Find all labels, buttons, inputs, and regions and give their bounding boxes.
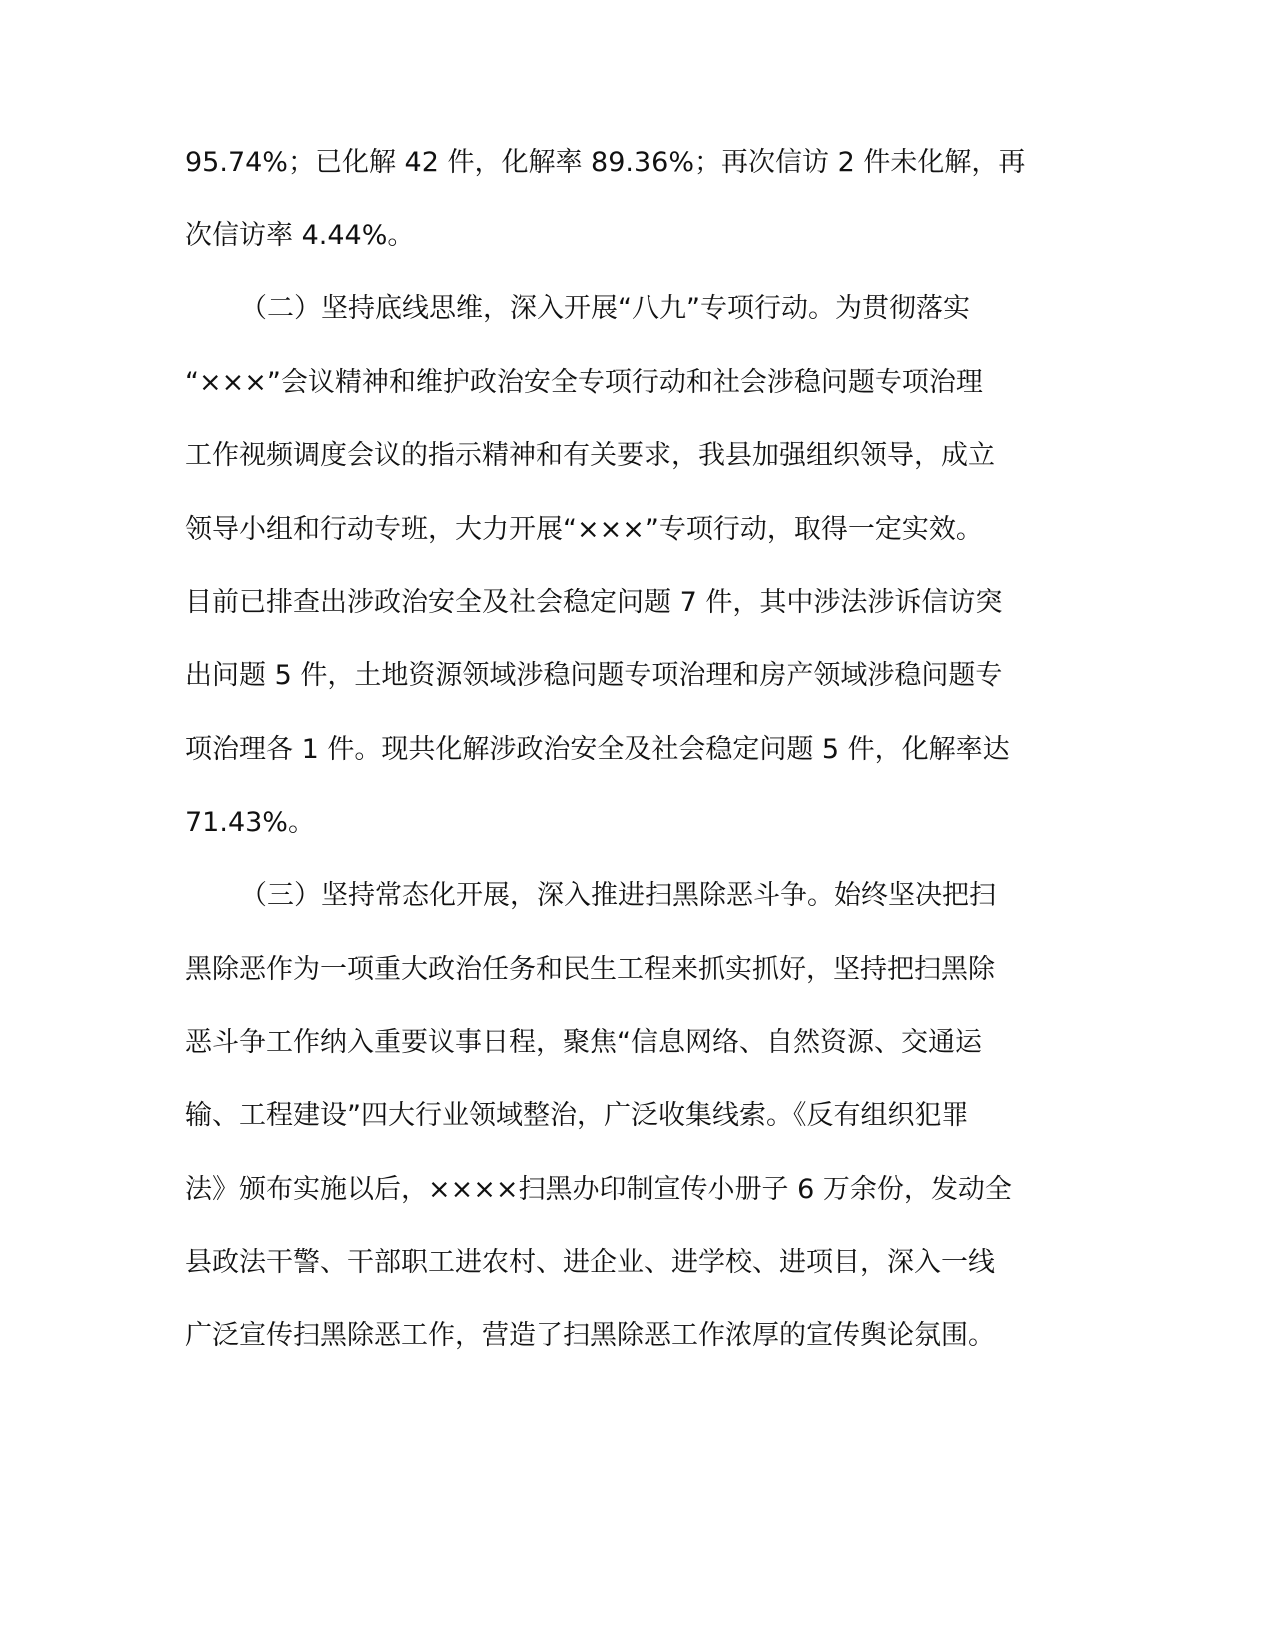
text-line: 领导小组和行动专班，大力开展“×××”专项行动，取得一定实效。 <box>185 514 983 545</box>
text-line: 工作视频调度会议的指示精神和有关要求，我县加强组织领导，成立 <box>185 440 995 471</box>
text-line: 次信访率 4.44%。 <box>185 220 415 251</box>
text-line: 黑除恶作为一项重大政治任务和民生工程来抓实抓好，坚持把扫黑除 <box>185 954 995 985</box>
text-line: 恶斗争工作纳入重要议事日程，聚焦“信息网络、自然资源、交通运 <box>185 1027 982 1058</box>
text-line: 县政法干警、干部职工进农村、进企业、进学校、进项目，深入一线 <box>185 1247 995 1278</box>
text-line: 71.43%。 <box>185 807 315 838</box>
text-line: 目前已排查出涉政治安全及社会稳定问题 7 件，其中涉法涉诉信访突 <box>185 587 1003 618</box>
section-heading-line: （三）坚持常态化开展，深入推进扫黑除恶斗争。始终坚决把扫 <box>240 880 996 911</box>
text-line: 广泛宣传扫黑除恶工作，营造了扫黑除恶工作浓厚的宣传舆论氛围。 <box>185 1320 995 1351</box>
text-line: 法》颁布实施以后，××××扫黑办印制宣传小册子 6 万余份，发动全 <box>185 1174 1012 1205</box>
text-line: 出问题 5 件，土地资源领域涉稳问题专项治理和房产领域涉稳问题专 <box>185 660 1003 691</box>
text-line: 95.74%；已化解 42 件，化解率 89.36%；再次信访 2 件未化解，再 <box>185 147 1026 178</box>
text-line: “×××”会议精神和维护政治安全专项行动和社会涉稳问题专项治理 <box>185 367 983 398</box>
text-line: 输、工程建设”四大行业领域整治，广泛收集线索。《反有组织犯罪 <box>185 1100 969 1131</box>
text-line: 项治理各 1 件。现共化解涉政治安全及社会稳定问题 5 件，化解率达 <box>185 734 1010 765</box>
section-heading-line: （二）坚持底线思维，深入开展“八九”专项行动。为贯彻落实 <box>240 293 970 324</box>
